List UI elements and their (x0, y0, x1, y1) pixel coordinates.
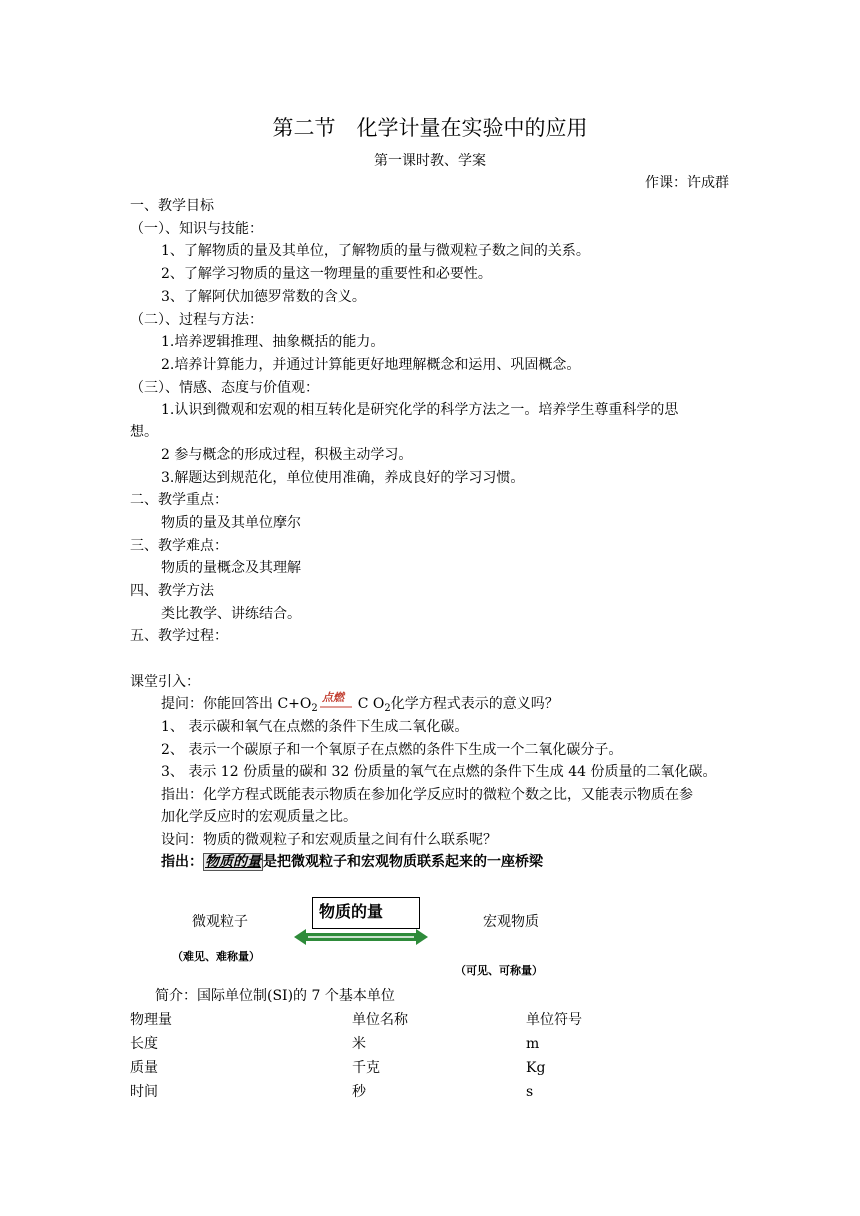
table-header: 单位名称 (352, 1012, 408, 1028)
subsection-heading: （二）、过程与方法： (130, 312, 263, 328)
subscript: 2 (384, 703, 391, 714)
question-middle: C O (357, 696, 385, 712)
reaction-arrow-icon (320, 704, 352, 710)
subsection-heading: （一）、知识与技能： (130, 221, 263, 237)
text-line: 类比教学、讲练结合。 (161, 606, 301, 622)
intro-line: 简介：国际单位制(SI)的 7 个基本单位 (155, 988, 395, 1004)
table-cell: m (526, 1036, 540, 1052)
question-line (161, 694, 559, 719)
text-line: 1、了解物质的量及其单位，了解物质的量与微观粒子数之间的关系。 (161, 243, 590, 259)
table-cell: 质量 (130, 1060, 158, 1076)
text-line: 2.培养计算能力，并通过计算能更好地理解概念和运用、巩固概念。 (161, 357, 581, 373)
text-line: 课堂引入： (130, 674, 200, 690)
text-line: 2 参与概念的形成过程，积极主动学习。 (161, 447, 413, 463)
text-line: 加化学反应时的宏观质量之比。 (161, 809, 357, 825)
table-cell: Kg (526, 1060, 546, 1076)
text-line: 想。 (130, 424, 158, 440)
text-line: 3、了解阿伏加德罗常数的含义。 (161, 289, 366, 305)
table-cell: s (526, 1084, 534, 1100)
table-cell: 长度 (130, 1036, 158, 1052)
table-cell: 时间 (130, 1084, 158, 1100)
diagram-right-label: 宏观物质 (483, 914, 539, 930)
section-heading: 三、教学难点： (130, 538, 228, 554)
text-line: 1.培养逻辑推理、抽象概括的能力。 (161, 334, 385, 350)
diagram-right-note: （可见、可称量） (455, 964, 543, 977)
text-line: 物质的量概念及其理解 (161, 560, 301, 576)
table-cell: 米 (352, 1036, 366, 1052)
key-point-prefix: 指出： (161, 854, 203, 870)
diagram-left-note: （难见、难称量） (172, 950, 260, 963)
table-cell: 秒 (352, 1084, 366, 1100)
diagram-center-box: 物质的量 (312, 897, 420, 929)
answer-line: 1、 表示碳和氧气在点燃的条件下生成二氧化碳。 (161, 719, 469, 735)
text-line: 物质的量及其单位摩尔 (161, 515, 301, 531)
key-term-highlight: 物质的量 (205, 854, 261, 870)
diagram-left-label: 微观粒子 (192, 914, 248, 930)
reaction-condition: 点燃 (322, 691, 344, 704)
section-heading: 一、教学目标 (130, 198, 214, 214)
table-header: 单位符号 (526, 1012, 582, 1028)
author-line: 作课：许成群 (645, 175, 729, 191)
text-line: 2、了解学习物质的量这一物理量的重要性和必要性。 (161, 266, 492, 282)
text-line: 指出：化学方程式既能表示物质在参加化学反应时的微粒个数之比，又能表示物质在参 (161, 787, 693, 803)
page-title: 第二节 化学计量在实验中的应用 (272, 116, 588, 140)
table-cell: 千克 (352, 1060, 380, 1076)
answer-line: 3、 表示 12 份质量的碳和 32 份质量的氧气在点燃的条件下生成 44 份质量的二氧化碳。 (161, 764, 717, 780)
text-line: 3.解题达到规范化，单位使用准确，养成良好的学习习惯。 (161, 470, 525, 486)
page-subtitle: 第一课时教、学案 (374, 153, 486, 169)
section-heading: 二、教学重点： (130, 492, 228, 508)
answer-line: 2、 表示一个碳原子和一个氧原子在点燃的条件下生成一个二氧化碳分子。 (161, 742, 623, 758)
subsection-heading: （三）、情感、态度与价值观： (130, 380, 319, 396)
section-heading: 五、教学过程： (130, 628, 228, 644)
question-prefix: 提问：你能回答出 C+O (161, 696, 312, 712)
section-heading: 四、教学方法 (130, 583, 214, 599)
text-line: 1.认识到微观和宏观的相互转化是研究化学的科学方法之一。培养学生尊重科学的思 (161, 402, 679, 418)
key-point-suffix: 是把微观粒子和宏观物质联系起来的一座桥梁 (263, 854, 543, 870)
subscript: 2 (311, 703, 318, 714)
table-header: 物理量 (130, 1012, 172, 1028)
question-suffix: 化学方程式表示的意义吗？ (390, 696, 559, 712)
text-line: 设问：物质的微观粒子和宏观质量之间有什么联系呢？ (161, 832, 497, 848)
double-arrow-icon (294, 928, 428, 946)
key-point-line (161, 852, 543, 872)
